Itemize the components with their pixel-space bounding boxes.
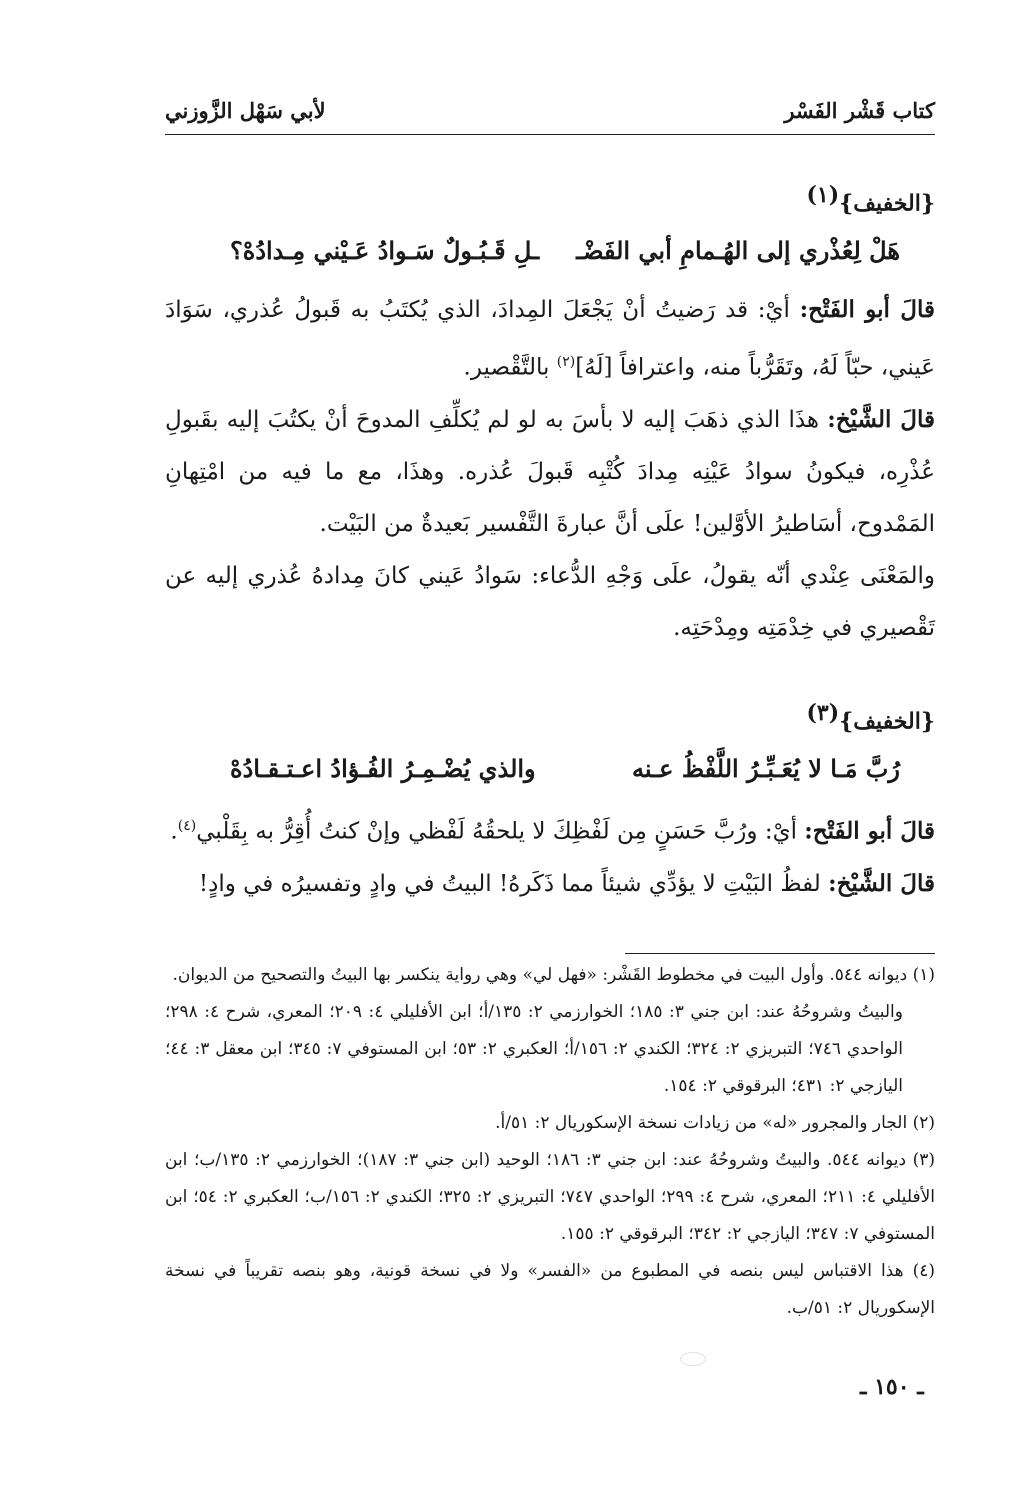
footnote-ref: (١): [806, 182, 840, 208]
footnote-ref: (٣): [806, 700, 840, 726]
speaker-label: قالَ الشَّيْخ:: [827, 405, 936, 433]
paragraph-tail: بالتَّقْصير.: [463, 354, 557, 381]
footnote-4: (٤) هذا الاقتباس ليس بنصه في المطبوع من «الفسر» ولا في نسخة قونية، وهو بنصه تقريباً في نسخة الإسكوريال ٢: ٥١/ب.: [165, 1261, 935, 1318]
footnote-2: (٢) الجار والمجرور «له» من زيادات نسخة الإسكوريال ٢: ٥١/أ.: [495, 1113, 935, 1133]
running-header: [165, 92, 935, 135]
meter-label-2: [165, 700, 935, 735]
meter-label-1: [165, 182, 935, 217]
footnote-1-continued: والبيتُ وشروحُهُ عند: ابن جني ٣: ١٨٥؛ الخوارزمي ٢: ١٣٥/أ؛ ابن الأفليلي ٤: ٢٠٩؛ المعري، شرح ٤: ٢٩٨؛ الواحدي ٧٤٦؛ التبريزي ٢: ٣٢٤؛ الكندي ٢: ١٥٦/أ؛ العكبري ٢: ٥٣؛ ابن المستوفي ٧: ٣٤٥؛ ابن معقل ٣: ٤٤؛ اليازجي ٢: ٤٣١؛ البرقوقي ٢: ١٥٤.: [165, 1002, 903, 1096]
paragraph-text: أيْ: قد رَضيتُ أنْ يَجْعَلَ المِدادَ، الذي يُكتَبُ به قَبولُ عُذري، سَوَادَ عَيني، حبّاً لَهُ، وتَقَرُّباً منه، واعترافاً [لَهُ]: [165, 297, 935, 381]
commentary-block-2: [165, 800, 935, 910]
verse-first-hemistich: رُبَّ مَـا لا يُعَـبِّـرُ اللَّفْظُ عـنه: [632, 754, 900, 783]
paragraph-abu-alfath-1: [165, 284, 935, 394]
paragraph-shaykh-1: [165, 394, 935, 550]
paragraph-shaykh-2: [165, 858, 935, 910]
meter-name: {الخفيف}: [839, 190, 935, 217]
verse-second-hemistich: ـلِ قَـبُـولٌ سَـوادُ عَـيْني مِـدادُهْ؟: [230, 236, 540, 265]
footnote-separator: [625, 953, 935, 954]
paragraph-meaning: [165, 550, 935, 654]
paragraph-text: أيْ: ورُبَّ حَسَنٍ مِن لَفْظِكَ لا يلحقُهُ لَفْظي وإنْ كنتُ أُقِرُّ به بِقَلْبي: [196, 818, 797, 845]
meter-name: {الخفيف}: [839, 708, 935, 735]
footnote-3: (٣) ديوانه ٥٤٤. والبيتُ وشروحُهُ عند: ابن جني ٣: ١٨٦؛ الوحيد (ابن جني ٣: ١٨٧)؛ الخوارزمي ٢: ١٣٥/ب؛ ابن الأفليلي ٤: ٢١١؛ المعري، شرح ٤: ٢٩٩؛ الواحدي ٧٤٧؛ التبريزي ٢: ٣٢٥؛ الكندي ٢: ١٥٦/ب؛ العكبري ٢: ٥٤؛ ابن المستوفي ٧: ٣٤٧؛ اليازجي ٢: ٣٤٢؛ البرقوقي ٢: ١٥٥.: [165, 1150, 936, 1244]
verse-1: [230, 236, 900, 276]
paragraph-text: لفظُ البَيْتِ لا يؤدِّي شيئاً مما ذَكَرهُ! البيتُ في وادٍ وتفسيرُه في وادٍ!: [198, 870, 821, 897]
footnote-ref: (٢): [556, 354, 576, 370]
verse-2: [230, 754, 900, 794]
footnotes: [165, 957, 935, 1327]
verse-second-hemistich: والذي يُضْـمِـرُ الفُـؤادُ اعـتـقـادُهْ: [230, 754, 536, 783]
speaker-label: قالَ الشَّيْخ:: [828, 869, 935, 897]
commentary-block-1: [165, 284, 935, 654]
paragraph-text: هذَا الذي ذهَبَ إليه لا بأسَ به لو لم يُكلِّفِ المدوحَ أنْ يكتُبَ إليه بقَبولِ عُذْرِه، فيكونُ سوادُ عَيْنِه مِدادَ كُتْبِه قَبولَ عُذره. وهذَا، مع ما فيه من امْتِهانِ المَمْدوح، أسَاطيرُ الأوَّلين! علَى أنَّ عبارةَ التَّفْسير بَعيدةٌ من البَيْت.: [165, 406, 935, 537]
speaker-label: قالَ أبو الفَتْح:: [799, 296, 935, 323]
scan-artifact: [680, 1352, 706, 1366]
paragraph-abu-alfath-2: [165, 800, 935, 858]
verse-first-hemistich: هَلْ لِعُذْري إلى الهُـمامِ أبي الفَضْـ: [576, 236, 900, 265]
author-name: لأبي سَهْل الزَّوزني: [165, 98, 326, 123]
paragraph-tail: .: [170, 818, 178, 845]
book-title: كتاب قَشْر الفَسْر: [784, 98, 935, 123]
footnote-1: (١) ديوانه ٥٤٤. وأول البيت في مخطوط القَشْر: «فهل لي» وهي رواية ينكسر بها البيتُ والتصحيح من الديوان.: [172, 965, 935, 985]
speaker-label: قالَ أبو الفَتْح:: [804, 817, 935, 845]
page-number: ـ ١٥٠ ـ: [860, 1374, 924, 1400]
paragraph-text: والمَعْنَى عِنْدي أنّه يقولُ، علَى وَجْهِ الدُّعاء: سَوادُ عَيني كانَ مِدادهُ عُذري إليه عن تَقْصيري في خِدْمَتِه ومِدْحَتِه.: [165, 562, 935, 641]
footnote-ref: (٤): [177, 818, 197, 834]
